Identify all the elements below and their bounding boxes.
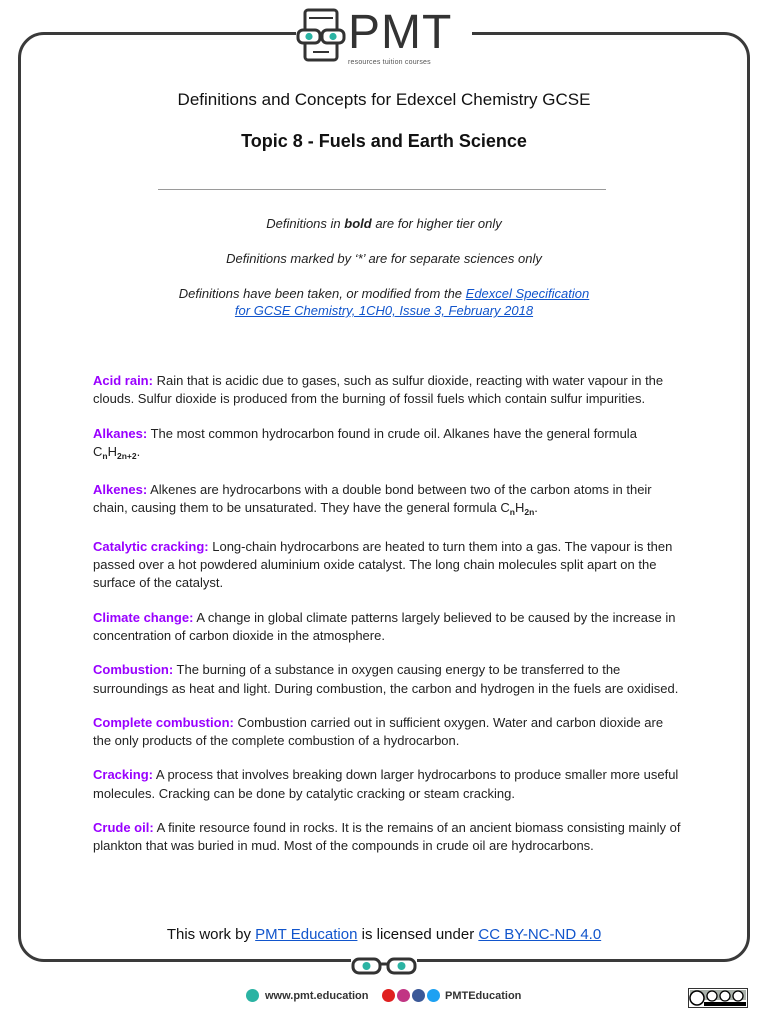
note-text: Definitions have been taken, or modified from the xyxy=(178,286,466,301)
definition-text: Long-chain hydrocarbons are heated to turn them into a gas. The vapour is then passed over a hot powdered aluminium oxide catalyst. The long chain molecules split apart on the surface of the catalyst. xyxy=(93,538,673,591)
license-link[interactable]: CC BY-NC-ND 4.0 xyxy=(478,926,602,943)
license-text: This work by xyxy=(166,926,256,943)
cursor-icon xyxy=(246,989,259,1002)
definition-text: The burning of a substance in oxygen causing energy to be transferred to the surroundings as heat and light. During combustion, the carbon and hydrogen in the fuels are oxidised. xyxy=(93,662,679,696)
topic-heading: Topic 8 - Fuels and Earth Science xyxy=(241,131,527,151)
definition-term: Catalytic cracking: xyxy=(93,538,209,554)
cc-license-badge-icon xyxy=(688,988,748,1008)
note-bold-word: bold xyxy=(344,216,372,231)
pmt-logo xyxy=(296,8,472,72)
definition-item xyxy=(93,714,683,751)
note-separate-sciences: Definitions marked by ‘*’ are for separate sciences only xyxy=(226,251,542,266)
definition-item xyxy=(93,425,683,466)
license-line xyxy=(0,926,768,943)
definition-term: Crude oil: xyxy=(93,820,154,836)
twitter-icon xyxy=(427,989,440,1002)
definition-item xyxy=(93,609,683,646)
divider xyxy=(158,189,606,190)
definition-term: Combustion: xyxy=(93,662,174,678)
website-label: www.pmt.education xyxy=(265,989,369,1002)
definition-item xyxy=(93,481,683,522)
document-title: Definitions and Concepts for Edexcel Chemistry GCSE xyxy=(177,90,591,109)
definition-term: Complete combustion: xyxy=(93,714,234,730)
definition-item xyxy=(93,766,683,803)
definition-item xyxy=(93,372,683,409)
definition-term: Acid rain: xyxy=(93,373,153,388)
formula-end: . xyxy=(534,500,538,516)
footer-website[interactable] xyxy=(246,989,369,1002)
footer xyxy=(0,989,768,1009)
definition-text: A process that involves breaking down larger hydrocarbons to produce smaller more useful molecules. Cracking can be done by catalytic cracking or steam cracking. xyxy=(93,767,679,801)
definition-text: A change in global climate patterns largely believed to be caused by the increase in concentration of carbon dioxide in the atmosphere. xyxy=(93,609,676,643)
youtube-icon xyxy=(382,989,395,1002)
glasses-icon xyxy=(351,956,417,976)
definition-text: Combustion carried out in sufficient oxygen. Water and carbon dioxide are the only products of the complete combustion of a hydrocarbon. xyxy=(93,714,664,749)
definition-text: A finite resource found in rocks. It is the remains of an ancient biomass consisting mainly of plankton that was buried in mud. Most of the compounds in crude oil are hydrocarbons. xyxy=(93,820,681,854)
note-text: are for higher tier only xyxy=(371,216,502,231)
definition-text: Alkenes are hydrocarbons with a double bond between two of the carbon atoms in their chain, causing them to be unsaturated. They have the general formula C xyxy=(93,482,652,516)
facebook-icon xyxy=(412,989,425,1002)
definition-term: Alkanes: xyxy=(93,425,148,441)
license-text: is licensed under xyxy=(357,926,479,943)
formula-subscript: n xyxy=(509,507,515,518)
logo-tagline: resources tuition courses xyxy=(348,59,431,66)
logo-wordmark: PMT xyxy=(348,6,453,59)
definitions-list xyxy=(93,372,683,856)
definition-term: Cracking: xyxy=(93,767,153,783)
formula-end: . xyxy=(136,443,141,459)
definition-term: Alkenes: xyxy=(93,482,148,498)
formula-symbol: H xyxy=(514,500,525,516)
spec-link[interactable]: Edexcel Specification xyxy=(465,286,590,301)
definition-text: The most common hydrocarbon found in crude oil. Alkanes have the general formula C xyxy=(93,425,637,459)
definition-item xyxy=(93,661,683,698)
note-higher-tier xyxy=(0,215,768,232)
formula-subscript: 2n+2 xyxy=(116,450,137,461)
definition-text: Rain that is acidic due to gases, such as sulfur dioxide, reacting with water vapour in the clouds. Sulfur dioxide is produced from the burning of fossil fuels which contain sulfur impurities. xyxy=(93,373,664,407)
footer-social[interactable] xyxy=(382,989,521,1002)
definition-term: Climate change: xyxy=(93,609,194,625)
formula-symbol: H xyxy=(107,443,117,459)
pmt-logo-icon xyxy=(296,8,346,66)
spec-link-continued[interactable]: for GCSE Chemistry, 1CH0, Issue 3, February 2018 xyxy=(234,303,534,318)
social-handle: PMTEducation xyxy=(445,989,522,1002)
formula-subscript: 2n xyxy=(524,507,535,518)
note-source xyxy=(0,285,768,319)
note-text: Definitions in xyxy=(266,216,345,231)
definition-item xyxy=(93,538,683,593)
author-link[interactable]: PMT Education xyxy=(255,926,358,943)
definition-item xyxy=(93,819,683,856)
formula-subscript: n xyxy=(102,450,108,461)
instagram-icon xyxy=(397,989,410,1002)
